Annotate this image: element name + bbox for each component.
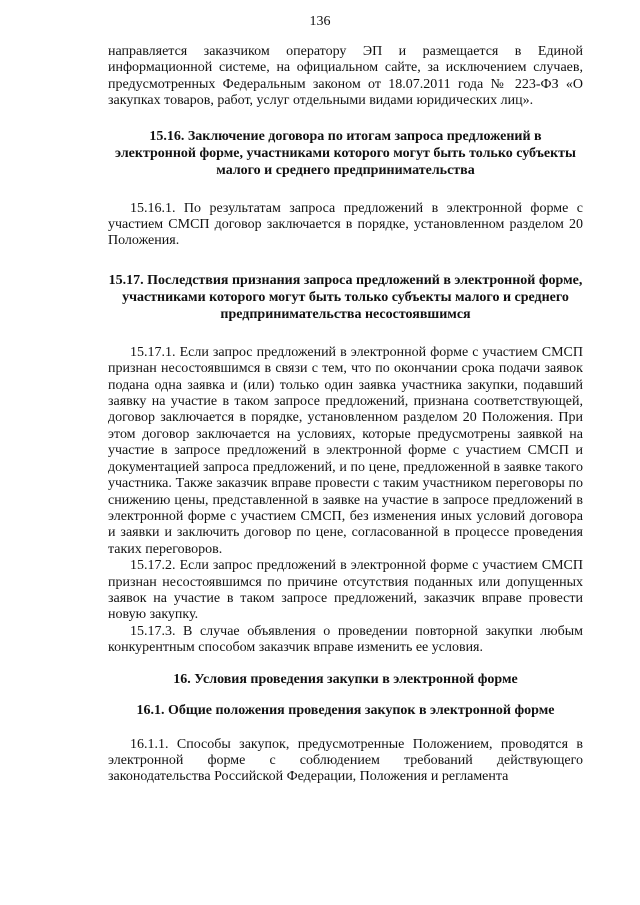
heading-15-16: 15.16. Заключение договора по итогам запроса предложений в электронной форме, участниками которого могут быть только субъекты малого и среднего предпринимательства xyxy=(115,128,576,178)
paragraph-15-17-3: 15.17.3. В случае объявления о проведении повторной закупки любым конкурентным способом заказчик вправе изменить ее условия. xyxy=(108,623,583,656)
paragraph-15-17-1: 15.17.1. Если запрос предложений в электронной форме с участием СМСП признан несостоявшимся в связи с тем, что по окончании срока подачи заявок подана одна заявка и (или) только один заявка участника закупки, подавший заявку на участие в таком запросе предложений, признана соответствующей, договор заключается в порядке, установленном разделом 20 Положения. При этом договор заключается на условиях, которые предусмотрены заявкой на участие в запросе предложений в электронной форме с участием СМСП и документацией запроса предложений, и по цене, предложенной в заявке такого участника. Также заказчик вправе провести с таким участником переговоры по снижению цены, представленной в заявке на участие в запросе предложений в электронной форме с участием СМСП, без изменения иных условий договора и заявки и заключить договор по цене, согласованной в процессе проведения таких переговоров. xyxy=(108,344,583,557)
paragraph-15-17-2: 15.17.2. Если запрос предложений в электронной форме с участием СМСП признан несостоявшимся по причине отсутствия поданных или допущенных заявок на участие в таком запросе предложений, заказчик вправе провести новую закупку. xyxy=(108,558,583,623)
paragraph-15-16-1: 15.16.1. По результатам запроса предложений в электронной форме с участием СМСП договор заключается в порядке, установленном разделом 20 Положения. xyxy=(108,200,583,249)
paragraph-intro: направляется заказчиком оператору ЭП и размещается в Единой информационной системе, на официальном сайте, за исключением случаев, предусмотренных Федеральным законом от 18.07.2011 года № 223-ФЗ «О закупках товаров, работ, услуг отдельными видами юридических лиц». xyxy=(108,44,583,109)
heading-15-17: 15.17. Последствия признания запроса предложений в электронной форме, участниками которого могут быть только субъекты малого и среднего предпринимательства несостоявшимся xyxy=(108,272,583,322)
document-body xyxy=(108,44,583,786)
paragraph-16-1-1: 16.1.1. Способы закупок, предусмотренные Положением, проводятся в электронной форме с соблюдением требований действующего законодательства Российской Федерации, Положения и регламента xyxy=(108,736,583,785)
page-number: 136 xyxy=(309,14,331,29)
heading-16-1: 16.1. Общие положения проведения закупок в электронной форме xyxy=(136,702,555,718)
heading-16: 16. Условия проведения закупки в электронной форме xyxy=(173,671,518,687)
